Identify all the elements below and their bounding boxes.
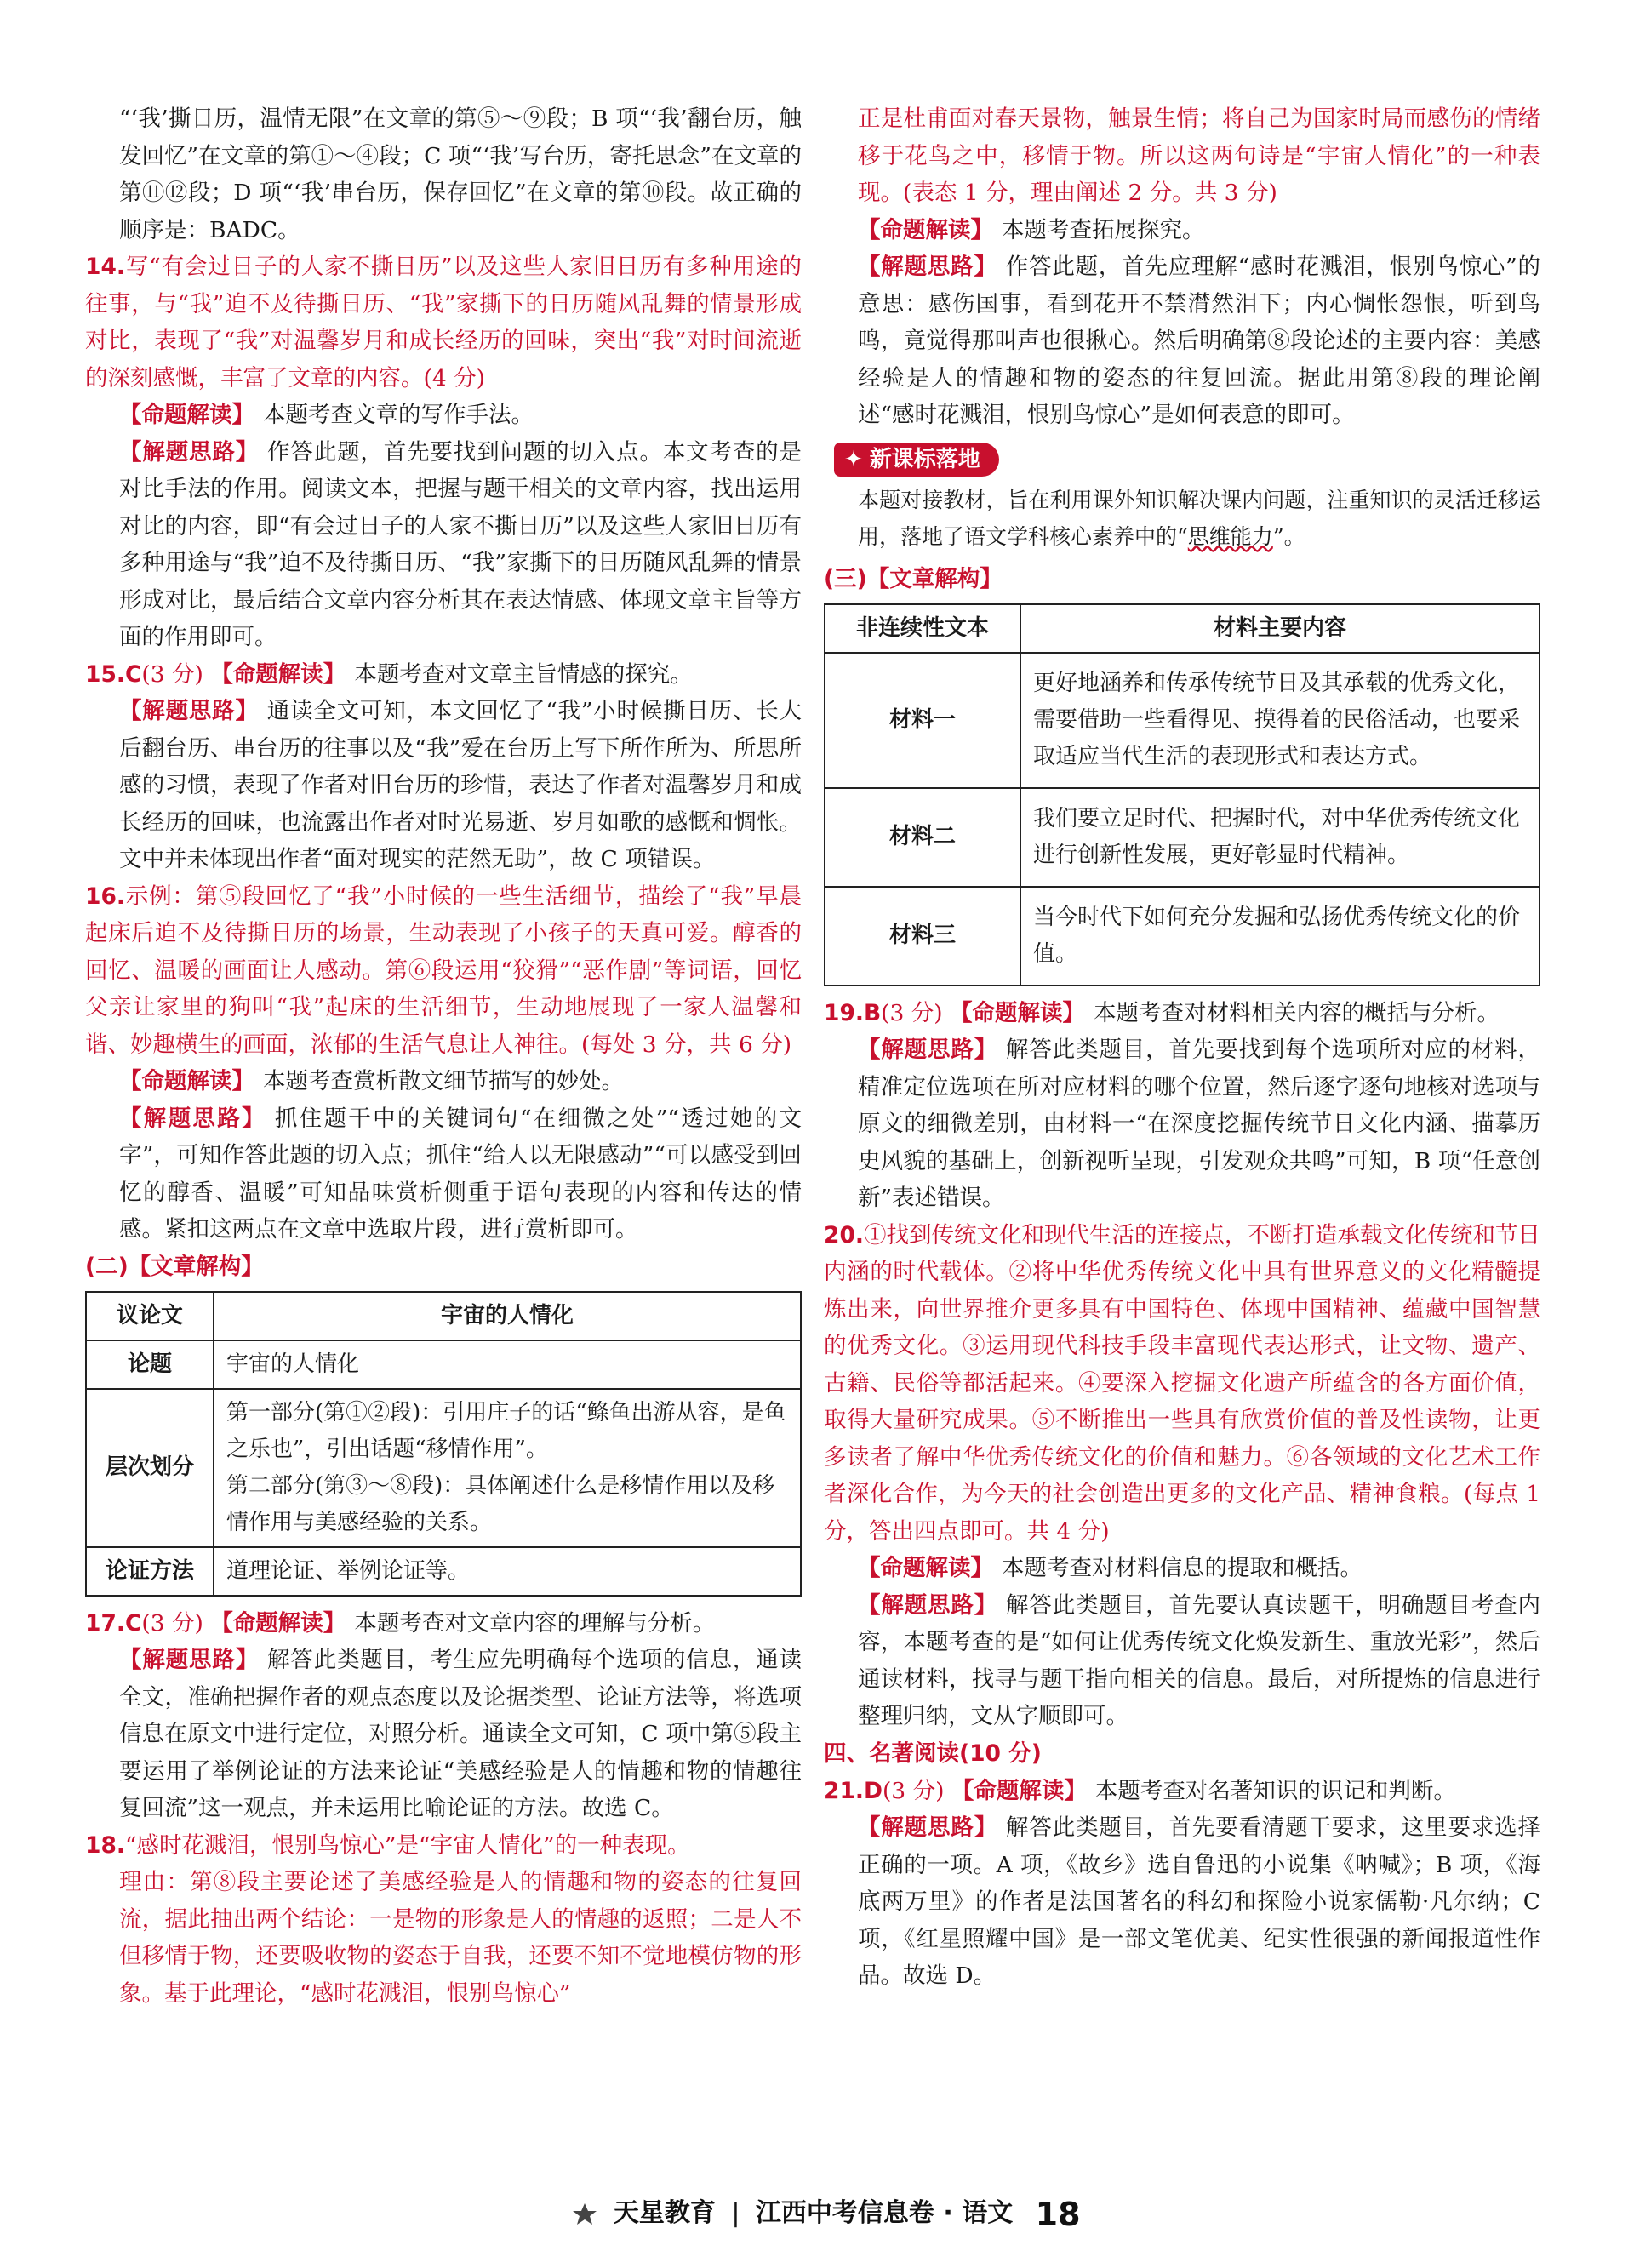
table2-header-row xyxy=(86,1292,801,1340)
q15-score: (3 分) xyxy=(141,660,203,688)
table-row xyxy=(825,653,1540,788)
q17-choice: C xyxy=(124,1609,142,1637)
q17-jd-tag: 【命题解读】 xyxy=(210,1609,346,1637)
q19-jd-tag: 【命题解读】 xyxy=(950,999,1086,1026)
q14-interpretation xyxy=(85,397,802,434)
q19-jd-text: 本题考查对材料相关内容的概括与分析。 xyxy=(1094,999,1500,1026)
q14-number: 14. xyxy=(85,254,125,280)
q17-answer xyxy=(85,1605,802,1642)
q15-choice: C xyxy=(124,660,142,688)
table3-header-content: 材料主要内容 xyxy=(1020,604,1540,653)
table2-structure-label: 层次划分 xyxy=(86,1389,214,1547)
banner-text-keyword: 思维能力 xyxy=(1187,524,1273,549)
q16-answer xyxy=(85,878,802,1064)
table3-m3-label: 材料三 xyxy=(825,887,1020,985)
table2-structure-part1: 第一部分(第①②段)：引用庄子的话“鲦鱼出游从容，是鱼之乐也”，引出话题“移情作用”。 xyxy=(226,1399,786,1462)
table-row xyxy=(825,788,1540,887)
star-logo-icon xyxy=(570,2202,599,2226)
table-row xyxy=(86,1389,801,1547)
footer-title: 江西中考信息卷 · 语文 xyxy=(755,2198,1014,2228)
table2-method-label: 论证方法 xyxy=(86,1547,214,1596)
sparkle-icon: ✦ xyxy=(844,446,863,472)
q19-solution xyxy=(824,1031,1540,1217)
new-curriculum-banner xyxy=(834,443,999,477)
footer-separator: | xyxy=(731,2198,740,2228)
structure-table-3 xyxy=(824,603,1540,986)
q21-jd-tag: 【命题解读】 xyxy=(951,1777,1087,1804)
table2-header-title: 宇宙的人情化 xyxy=(214,1292,801,1340)
left-column xyxy=(85,100,802,2012)
page-number: 18 xyxy=(1035,2195,1081,2233)
q19-sl-tag: 【解题思路】 xyxy=(858,1037,998,1063)
q15-jd-text: 本题考查对文章主旨情感的探究。 xyxy=(354,660,693,688)
table3-m2-value: 我们要立足时代、把握时代，对中华优秀传统文化进行创新性发展，更好彰显时代精神。 xyxy=(1020,788,1540,887)
q16-answer-text: 示例：第⑤段回忆了“我”小时候的一些生活细节，描绘了“我”早晨起床后迫不及待撕日历的场景，生动表现了小孩子的天真可爱。醇香的回忆、温暖的画面让人感动。第⑥段运用“狡猾”“恶作剧”等词语，回忆父亲让家里的狗叫“我”起床的生活细节，生动地展现了一家人温馨和谐、妙趣横生的画面，浓郁的生活气息让人神往。(每处 3 分，共 6 分) xyxy=(85,883,802,1058)
q14-solution xyxy=(85,434,802,656)
table3-header-type: 非连续性文本 xyxy=(825,604,1020,653)
table2-structure-value xyxy=(214,1389,801,1547)
table3-header-row xyxy=(825,604,1540,653)
q20-solution xyxy=(824,1587,1540,1735)
q21-sl-tag: 【解题思路】 xyxy=(858,1814,998,1841)
q21-score: (3 分) xyxy=(882,1777,945,1804)
table-row xyxy=(86,1547,801,1596)
q20-interpretation xyxy=(824,1550,1540,1587)
q20-sl-text: 解答此类题目，首先要认真读题干，明确题目考查内容，本题考查的是“如何让优秀传统文化焕发新生、重放光彩”，然后通读材料，找寻与题干指向相关的信息。最后，对所提炼的信息进行整理归纳，文从字顺即可。 xyxy=(858,1591,1541,1729)
new-curriculum-text xyxy=(824,482,1540,556)
q18-jd-text: 本题考查拓展探究。 xyxy=(1002,216,1205,243)
q17-sl-tag: 【解题思路】 xyxy=(119,1647,260,1673)
q14-sl-text: 作答此题，首先要找到问题的切入点。本文考查的是对比手法的作用。阅读文本，把握与题干相关的文章内容，找出运用对比的内容，即“有会过日子的人家不撕日历”以及这些人家旧日历有多种用途与“我”迫不及待撕日历、“我”家撕下的日历随风乱舞的情景形成对比，最后结合文章内容分析其在表达情感、体现文章主旨等方面的作用即可。 xyxy=(119,438,803,650)
q19-answer xyxy=(824,995,1540,1032)
q16-jd-text: 本题考查赏析散文细节描写的妙处。 xyxy=(263,1068,624,1094)
q15-answer xyxy=(85,656,802,694)
q19-choice: B xyxy=(863,999,882,1026)
q15-jd-tag: 【命题解读】 xyxy=(210,660,346,688)
banner-text-a: 本题对接教材，旨在利用课外知识解决课内问题，注重知识的灵活迁移运用，落地了语文学科核心素养中的“ xyxy=(858,487,1540,549)
q21-solution xyxy=(824,1809,1540,1995)
q16-jd-tag: 【命题解读】 xyxy=(119,1068,254,1094)
footer-brand: 天星教育 xyxy=(613,2198,716,2228)
q18-sl-tag: 【解题思路】 xyxy=(858,254,997,280)
q17-number: 17. xyxy=(85,1609,125,1637)
table3-m1-label: 材料一 xyxy=(825,653,1020,788)
q16-interpretation xyxy=(85,1063,802,1100)
table2-topic-value: 宇宙的人情化 xyxy=(214,1340,801,1389)
q18-answer-tail: 正是杜甫面对春天景物，触景生情；将自己为国家时局而感伤的情绪移于花鸟之中，移情于物。所以这两句诗是“宇宙人情化”的一种表现。(表态 1 分，理由阐述 2 分。共 3 分) xyxy=(858,106,1540,206)
q20-sl-tag: 【解题思路】 xyxy=(858,1591,998,1619)
section-2-heading: (二)【文章解构】 xyxy=(85,1253,264,1280)
q16-number: 16. xyxy=(85,883,125,910)
q18-interpretation xyxy=(824,212,1540,249)
q19-score: (3 分) xyxy=(881,999,943,1026)
q14-answer-text: 写“有会过日子的人家不撕日历”以及这些人家旧日历有多种用途的往事，与“我”迫不及待撕日历、“我”家撕下的日历随风乱舞的情景形成对比，表现了“我”对温馨岁月和成长经历的回味，突出“我”对时间流逝的深刻感慨，丰富了文章的内容。(4 分) xyxy=(85,254,802,391)
q20-answer xyxy=(824,1217,1540,1551)
q20-jd-tag: 【命题解读】 xyxy=(858,1555,993,1581)
q18-jd-tag: 【命题解读】 xyxy=(858,216,993,243)
q21-sl-text: 解答此类题目，首先要看清题干要求，这里要求选择正确的一项。A 项，《故乡》选自鲁迅的小说集《呐喊》；B 项，《海底两万里》的作者是法国著名的科幻和探险小说家儒勒·凡尔纳；C 项，《红星照耀中国》是一部文笔优美、纪实性很强的新闻报道性作品。故选 D。 xyxy=(858,1814,1541,1989)
table2-topic-label: 论题 xyxy=(86,1340,214,1389)
structure-table-2 xyxy=(85,1291,802,1597)
q21-jd-text: 本题考查对名著知识的识记和判断。 xyxy=(1094,1777,1456,1804)
q13-answer-tail: “‘我’撕日历，温情无限”在文章的第⑤～⑨段；B 项“‘我’翻台历，触发回忆”在文章的第①～④段；C 项“‘我’写台历，寄托思念”在文章的第⑪⑫段；D 项“‘我’串台历，保存回忆”在文章的第⑩段。故正确的顺序是：BADC。 xyxy=(119,106,802,243)
q14-sl-tag: 【解题思路】 xyxy=(119,438,260,466)
q17-solution xyxy=(85,1642,802,1827)
right-column xyxy=(824,100,1540,1995)
page-footer xyxy=(0,2191,1651,2233)
q14-answer xyxy=(85,249,802,397)
section-4-heading: 四、名著阅读(10 分) xyxy=(824,1740,1042,1767)
q19-sl-text: 解答此类题目，首先要找到每个选项所对应的材料，精准定位选项在所对应材料的哪个位置，然后逐字逐句地核对选项与原文的细微差别，由材料一“在深度挖掘传统节日文化内涵、描摹历史风貌的基础上，创新视听呈现，引发观众共鸣”可知，B 项“任意创新”表述错误。 xyxy=(858,1037,1541,1211)
q14-jd-tag: 【命题解读】 xyxy=(119,402,254,428)
q19-number: 19. xyxy=(824,999,864,1026)
q17-sl-text: 解答此类题目，考生应先明确每个选项的信息，通读全文，准确把握作者的观点态度以及论据类型、论证方法等，将选项信息在原文中进行定位，对照分析。通读全文可知，C 项中第⑤段主要运用了举例论证的方法来论证“美感经验是人的情趣和物的情趣往复回流”这一观点，并未运用比喻论证的方法。故选 C。 xyxy=(119,1647,803,1821)
q20-jd-text: 本题考查对材料信息的提取和概括。 xyxy=(1002,1555,1363,1581)
q20-number: 20. xyxy=(824,1221,864,1248)
section-3-heading: (三)【文章解构】 xyxy=(824,565,1003,592)
q16-solution xyxy=(85,1100,802,1248)
table3-m1-value: 更好地涵养和传承传统节日及其承载的优秀文化，需要借助一些看得见、摸得着的民俗活动，也要采取适应当代生活的表现形式和表达方式。 xyxy=(1020,653,1540,788)
table3-m2-label: 材料二 xyxy=(825,788,1020,887)
q18-solution xyxy=(824,249,1540,434)
table2-structure-part2: 第二部分(第③～⑧段)：具体阐述什么是移情作用以及移情作用与美感经验的关系。 xyxy=(226,1472,775,1535)
q15-number: 15. xyxy=(85,660,125,688)
q15-sl-text: 通读全文可知，本文回忆了“我”小时候撕日历、长大后翻台历、串台历的往事以及“我”爱在台历上写下所作所为、所思所感的习惯，表现了作者对旧台历的珍惜，表达了作者对温馨岁月和成长经历的回味，也流露出作者对时光易逝、岁月如歌的感慨和惆怅。文中并未体现出作者“面对现实的茫然无助”，故 C 项错误。 xyxy=(119,698,802,872)
table3-m3-value: 当今时代下如何充分发掘和弘扬优秀传统文化的价值。 xyxy=(1020,887,1540,985)
q21-number: 21. xyxy=(824,1777,864,1804)
q18-answer-reason: 理由：第⑧段主要论述了美感经验是人的情趣和物的姿态的往复回流，据此抽出两个结论：一是物的形象是人的情趣的返照；二是人不但移情于物，还要吸收物的姿态于自我，还要不知不觉地模仿物的形象。基于此理论，“感时花溅泪，恨别鸟惊心” xyxy=(119,1869,802,2007)
banner-label: 新课标落地 xyxy=(869,446,980,472)
q20-answer-text: ①找到传统文化和现代生活的连接点，不断打造承载文化传统和节日内涵的时代载体。②将中华优秀传统文化中具有世界意义的文化精髓提炼出来，向世界推介更多具有中国特色、体现中国精神、蕴藏中国智慧的优秀文化。③运用现代科技手段丰富现代表达形式，让文物、遗产、古籍、民俗等都活起来。④要深入挖掘文化遗产所蕴含的各方面价值，取得大量研究成果。⑤不断推出一些具有欣赏价值的普及性读物，让更多读者了解中华优秀传统文化的价值和魅力。⑥各领域的文化艺术工作者深化合作，为今天的社会创造出更多的文化产品、精神食粮。(每点 1 分，答出四点即可。共 4 分) xyxy=(824,1221,1540,1545)
q15-sl-tag: 【解题思路】 xyxy=(119,698,259,724)
table-row xyxy=(825,887,1540,985)
q16-sl-tag: 【解题思路】 xyxy=(119,1105,266,1132)
q18-answer-line1: “感时花溅泪，恨别鸟惊心”是“宇宙人情化”的一种表现。 xyxy=(124,1831,690,1859)
q15-solution xyxy=(85,693,802,878)
q18-answer xyxy=(85,1827,802,1865)
table-row xyxy=(86,1340,801,1389)
q21-choice: D xyxy=(863,1777,883,1804)
q17-jd-text: 本题考查对文章内容的理解与分析。 xyxy=(354,1609,716,1637)
q17-score: (3 分) xyxy=(141,1609,203,1637)
q21-answer xyxy=(824,1773,1540,1810)
table2-header-type: 议论文 xyxy=(86,1292,214,1340)
q16-sl-text: 抓住题干中的关键词句“在细微之处”“透过她的文字”，可知作答此题的切入点；抓住“给人以无限感动”“可以感受到回忆的醇香、温暖”可知品味赏析侧重于语句表现的内容和传达的情感。紧扣这两点在文章中选取片段，进行赏析即可。 xyxy=(119,1105,802,1243)
banner-text-c: ”。 xyxy=(1272,524,1305,549)
q18-sl-text: 作答此题，首先应理解“感时花溅泪，恨别鸟惊心”的意思：感伤国事，看到花开不禁潸然泪下；内心惆怅怨恨，听到鸟鸣，竟觉得那叫声也很揪心。然后明确第⑧段论述的主要内容：美感经验是人的情趣和物的姿态的往复回流。据此用第⑧段的理论阐述“感时花溅泪，恨别鸟惊心”是如何表意的即可。 xyxy=(858,254,1540,428)
table2-method-value: 道理论证、举例论证等。 xyxy=(214,1547,801,1596)
q18-number: 18. xyxy=(85,1831,125,1859)
q14-jd-text: 本题考查文章的写作手法。 xyxy=(263,402,534,428)
